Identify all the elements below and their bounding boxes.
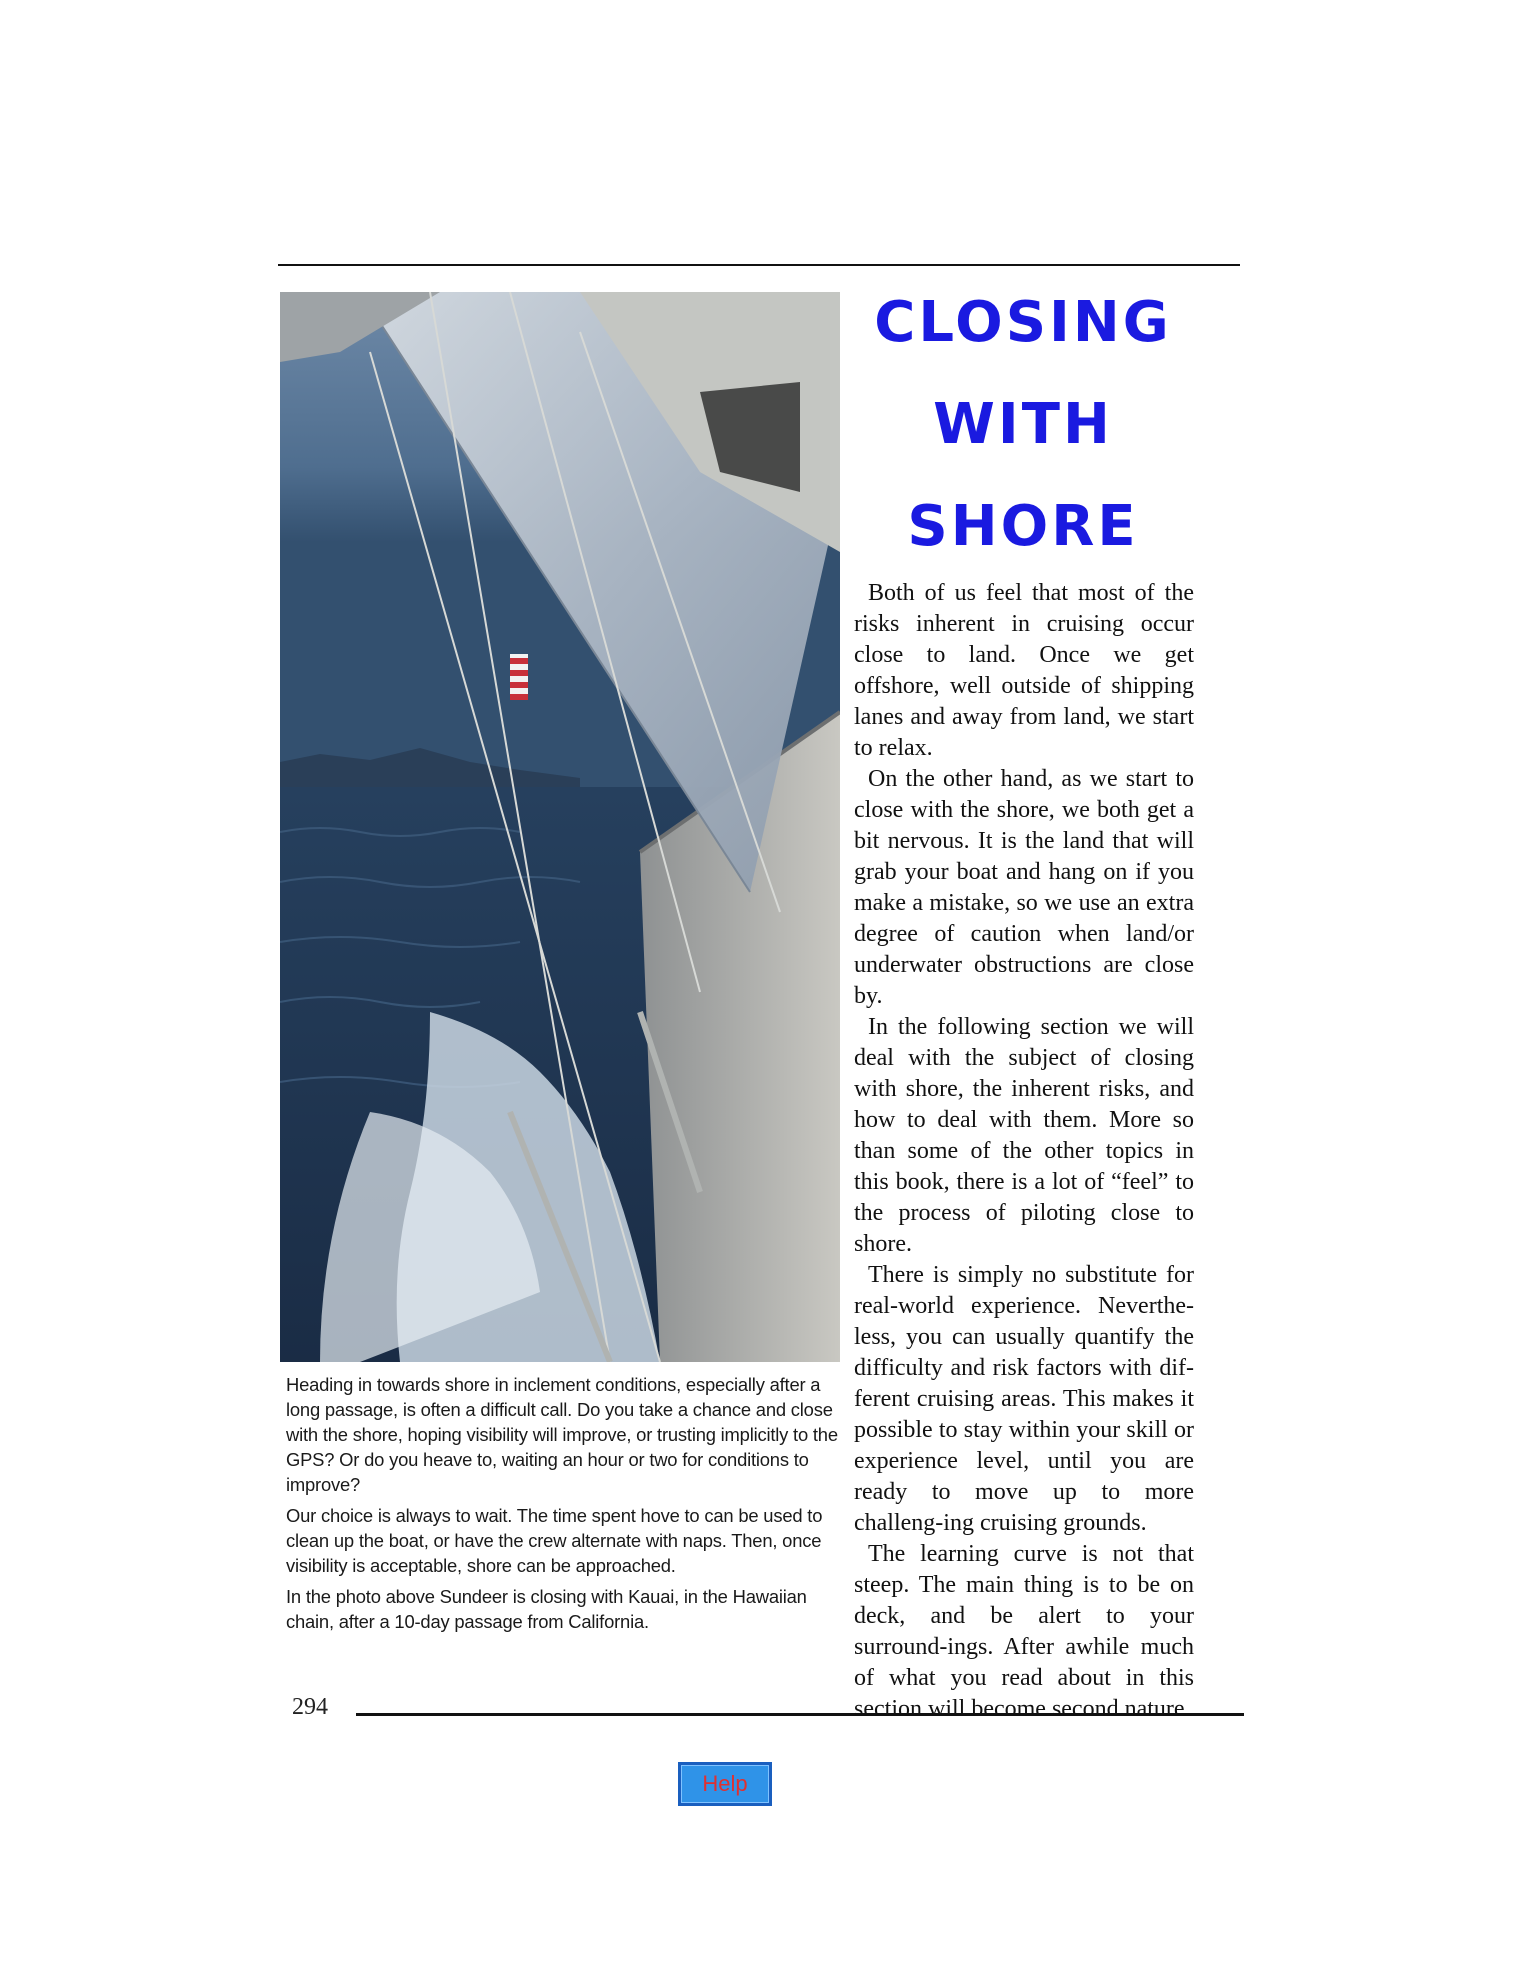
body-text xyxy=(854,578,1194,1725)
body-paragraph: On the other hand, as we start to close with the shore, we both get a bit nervous. It is the land that will grab your boat and hang on if you make a mistake, so we use an extra degree of caution when land/or underwater obstructions are close by. xyxy=(854,766,1194,1009)
caption-paragraph: In the photo above Sundeer is closing with Kauai, in the Hawaiian chain, after a 10-day passage from California. xyxy=(286,1586,807,1632)
page-title xyxy=(848,272,1198,578)
body-paragraph: Both of us feel that most of the risks inherent in cruising occur close to land. Once we get offshore, well outside of shipping lanes and away from land, we start to relax. xyxy=(854,580,1194,761)
caption-paragraph: Our choice is always to wait. The time spent hove to can be used to clean up the boat, or have the crew alternate with naps. Then, once visibility is acceptable, shore can be approached. xyxy=(286,1505,823,1576)
footer-rule xyxy=(356,1713,1244,1716)
top-rule xyxy=(278,264,1240,266)
body-paragraph: In the following section we will deal with the subject of closing with shore, the inherent risks, and how to deal with them. More so than some of the other topics in this book, there is a lot of “feel” to the process of piloting close to shore. xyxy=(854,1014,1194,1257)
title-line: SHORE xyxy=(907,494,1139,559)
body-paragraph: There is simply no substitute for real-world experience. Neverthe-less, you can usually quantify the difficulty and risk factors with dif-ferent cruising areas. This makes it possible to stay within your skill or experience level, until you are ready to move up to more challeng-ing cruising grounds. xyxy=(854,1262,1194,1536)
title-line: WITH xyxy=(933,392,1113,457)
body-paragraph: The learning curve is not that steep. The main thing is to be on deck, and be alert to your surround-ings. After awhile much of what you read about in this section will become second nature. xyxy=(854,1541,1194,1722)
help-button[interactable]: Help xyxy=(678,1762,772,1806)
caption-paragraph: Heading in towards shore in inclement conditions, especially after a long passage, is often a difficult call. Do you take a chance and close with the shore, hoping visibility will improve, or trusting implicitly to the GPS? Or do you heave to, waiting an hour or two for conditions to improve? xyxy=(286,1374,838,1495)
sailboat-photo xyxy=(280,292,840,1362)
page-number: 294 xyxy=(292,1694,328,1720)
title-line: CLOSING xyxy=(874,290,1172,355)
photo-caption xyxy=(286,1372,846,1640)
